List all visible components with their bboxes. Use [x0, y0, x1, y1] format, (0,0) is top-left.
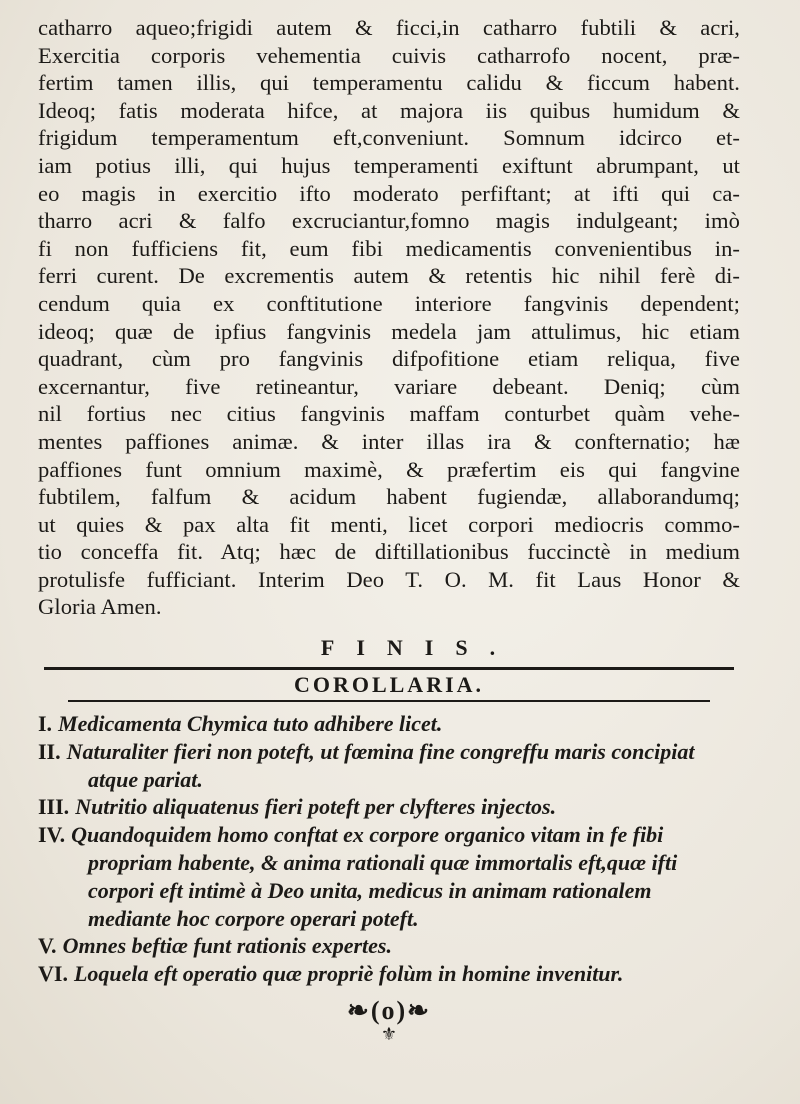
body-line: nil fortius nec citius fangvinis maffam conturbet quàm vehe-	[38, 401, 740, 427]
finis-heading: FINIS.	[320, 635, 518, 661]
body-line: ferri curent. De excrementis autem & retentis hic nihil ferè di-	[38, 263, 740, 289]
corollary-number: I.	[38, 711, 53, 737]
fleuron-icon: ⚜	[380, 1024, 398, 1045]
body-line: protulisfe fufficiant. Interim Deo T. O. M. fit Laus Honor &	[38, 566, 740, 592]
body-line: Gloria Amen.	[38, 594, 162, 620]
body-text	[38, 14, 740, 621]
divider-rule	[44, 667, 734, 670]
corollary-text: Nutritio aliquatenus fieri poteft per clyfteres injectos.	[75, 794, 557, 820]
body-line: Exercitia corporis vehementia cuivis catharrofo nocent, præ-	[38, 42, 740, 68]
corollary-text: Quandoquidem homo conftat ex corpore organico vitam in fe fibi	[71, 822, 664, 848]
body-line: tio conceffa fit. Atq; hæc de diftillationibus fuccinctè in medium	[38, 539, 740, 565]
body-line: fertim tamen illis, qui temperamentu calidu & ficcum habent.	[38, 70, 740, 96]
corollary-item	[38, 710, 740, 738]
corollary-number: IV.	[38, 822, 66, 848]
divider-rule-thin	[68, 700, 710, 702]
body-line: mentes paffiones animæ. & inter illas ira & confternatio; hæ	[38, 428, 740, 454]
corollary-number: III.	[38, 794, 70, 820]
body-line: ideoq; quæ de ipfius fangvinis medela jam attulimus, hic etiam	[38, 318, 740, 344]
corollary-text: Naturaliter fieri non poteft, ut fœmina fine congreffu maris concipiat	[66, 738, 695, 764]
body-line: iam potius illi, qui hujus temperamenti exiftunt abrumpant, ut	[38, 152, 740, 178]
corollary-continuation: corpori eft intimè à Deo unita, medicus in animam rationalem	[88, 877, 652, 903]
corollary-continuation: atque pariat.	[88, 766, 203, 792]
corollary-item	[38, 821, 740, 849]
corollary-item	[38, 932, 740, 960]
corollary-item	[38, 960, 740, 988]
body-line: quadrant, cùm pro fangvinis difpofitione etiam reliqua, five	[38, 346, 740, 372]
corollary-number: V.	[38, 933, 57, 959]
corollaria-heading: COROLLARIA.	[293, 672, 485, 698]
body-line: catharro aqueo;frigidi autem & ficci,in catharro fubtili & acri,	[38, 15, 740, 40]
corollary-item	[38, 738, 740, 766]
body-line: fubtilem, falfum & acidum habent fugiendæ, allaborandumq;	[38, 484, 740, 510]
body-line: tharro acri & falfo excruciantur,fomno magis indulgeant; imò	[38, 208, 740, 234]
body-line: cendum quia ex conftitutione interiore fangvinis dependent;	[38, 290, 740, 316]
corollary-text: Omnes beftiæ funt rationis expertes.	[62, 933, 392, 959]
body-line: fi non fufficiens fit, eum fibi medicamentis convenientibus in-	[38, 235, 740, 261]
body-line: ut quies & pax alta fit menti, licet corpori mediocris commo-	[38, 511, 740, 537]
body-line: paffiones funt omnium maximè, & præfertim eis qui fangvine	[38, 456, 740, 482]
printer-ornament-icon: ❧(o)❧	[347, 996, 431, 1026]
body-line: excernantur, five retineantur, variare debeant. Deniq; cùm	[38, 373, 740, 399]
corollary-text: Loquela eft operatio quæ propriè folùm in homine invenitur.	[73, 961, 624, 987]
corollary-continuation: propriam habente, & anima rationali quæ immortalis eft,quæ ifti	[88, 850, 678, 876]
corollary-continuation: mediante hoc corpore operari poteft.	[88, 905, 419, 931]
body-line: frigidum temperamentum eft,conveniunt. Somnum idcirco et-	[38, 125, 740, 151]
body-line: Ideoq; fatis moderata hifce, at majora iis quibus humidum &	[38, 97, 740, 123]
body-line: eo magis in exercitio ifto moderato perfiftant; at ifti qui ca-	[38, 180, 740, 206]
corollaria-list	[38, 710, 740, 988]
corollary-text: Medicamenta Chymica tuto adhibere licet.	[58, 711, 443, 737]
corollary-item	[38, 793, 740, 821]
corollary-number: VI.	[38, 961, 68, 987]
corollary-number: II.	[38, 738, 61, 764]
